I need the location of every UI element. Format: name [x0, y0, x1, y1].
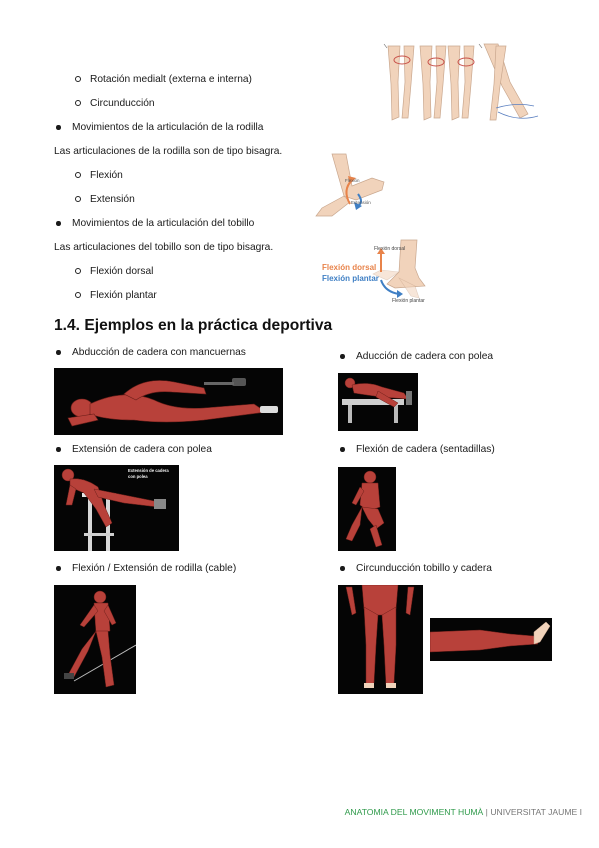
knee-flexion-illustration — [312, 150, 392, 222]
footer-course-name: ANATOMIA DEL MOVIMENT HUMÀ — [344, 807, 484, 817]
bullet — [56, 447, 61, 452]
ankle-description: Las articulaciones del tobillo son de tipo bisagra. — [54, 242, 274, 253]
ankle-plantarflexion-item: Flexión plantar — [90, 290, 157, 301]
ankle-plantarflexion-label: Flexión plantar — [322, 274, 379, 283]
sub-bullet — [75, 268, 81, 274]
hip-extension-caption-line-1: Extensión de cadera — [128, 468, 169, 473]
example-hip-adduction-label: Aducción de cadera con polea — [356, 351, 494, 362]
knee-flexion-figure-label: Flexión — [345, 178, 360, 183]
knee-cable-image — [54, 585, 136, 694]
bullet — [56, 566, 61, 571]
bullet — [56, 221, 61, 226]
ankle-dorsiflexion-top-label: Flexión dorsal — [374, 246, 406, 252]
bullet — [56, 350, 61, 355]
hip-extension-caption-line-2: con polea — [128, 474, 148, 479]
bullet — [340, 566, 345, 571]
hip-circumduction-item: Circunducción — [90, 98, 155, 109]
hip-rotation-legs-illustration — [378, 42, 544, 126]
knee-extension-item: Extensión — [90, 194, 135, 205]
example-hip-extension-label: Extensión de cadera con polea — [72, 444, 212, 455]
knee-flexion-item: Flexión — [90, 170, 123, 181]
bullet — [340, 447, 345, 452]
sub-bullet — [75, 100, 81, 106]
sub-bullet — [75, 76, 81, 82]
footer-university: UNIVERSITAT JAUME I — [490, 807, 582, 817]
example-circumduction-label: Circunducción tobillo y cadera — [356, 563, 492, 574]
hip-adduction-pulley-image — [338, 373, 418, 431]
page-footer — [345, 807, 582, 817]
example-knee-cable-label: Flexión / Extensión de rodilla (cable) — [72, 563, 237, 574]
hip-flexion-squat-image — [338, 467, 396, 551]
sub-bullet — [75, 172, 81, 178]
hip-rotation-item: Rotación medialt (externa e interna) — [90, 74, 252, 85]
ankle-dorsiflexion-item: Flexión dorsal — [90, 266, 154, 277]
section-title: 1.4. Ejemplos en la práctica deportiva — [54, 317, 333, 334]
ankle-movements-heading: Movimientos de la articulación del tobillo — [72, 218, 255, 229]
example-hip-abduction-label: Abducción de cadera con mancuernas — [72, 347, 246, 358]
ankle-dorsiflexion-label: Flexión dorsal — [322, 263, 377, 272]
knee-movements-heading: Movimientos de la articulación de la rodilla — [72, 122, 264, 133]
ankle-plantarflexion-bottom-label: Flexión plantar — [392, 298, 425, 304]
knee-extension-figure-label: Extensión — [351, 200, 371, 205]
bullet — [340, 354, 345, 359]
bullet — [56, 125, 61, 130]
knee-description: Las articulaciones de la rodilla son de tipo bisagra. — [54, 146, 283, 157]
example-hip-flexion-label: Flexión de cadera (sentadillas) — [356, 444, 495, 455]
hip-abduction-dumbbell-image — [54, 368, 283, 435]
ankle-circumduction-image — [430, 618, 552, 661]
hip-extension-image-caption — [128, 468, 178, 480]
sub-bullet — [75, 292, 81, 298]
circumduction-legs-image — [338, 585, 423, 694]
sub-bullet — [75, 196, 81, 202]
footer-separator: | — [483, 807, 491, 817]
